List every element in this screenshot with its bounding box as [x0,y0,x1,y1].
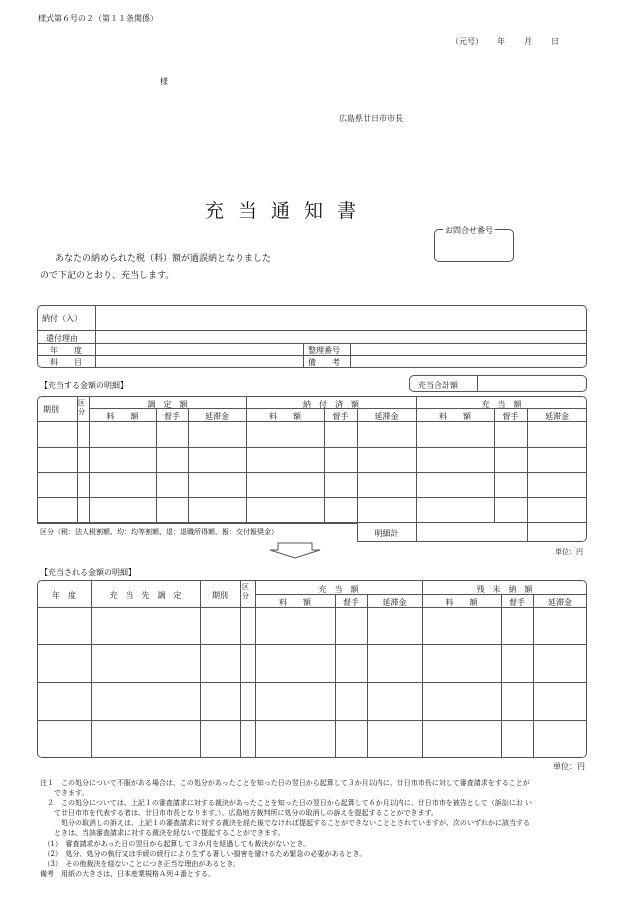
s1-col-line [527,408,528,542]
note-line: ときは、当該審査請求に対する裁決を経ないで提起することができます。 [40,829,285,837]
s2-col-line [200,580,201,758]
s1-division-header: 区分 [78,399,85,416]
s1-col-line [357,408,358,542]
note-line: （2） 処分、処分の執行又は手続の続行により生ずる著しい損害を避けるため緊急の必要があるとき。 [40,850,367,858]
ref-divider-left [303,343,304,368]
s2-col-line [240,580,241,758]
date-year: 年 [497,37,505,46]
note-line: 備考 用紙の大きさは、日本産業規格Ａ列４番とする。 [40,870,215,878]
s2-group-applied: 充 当 額 [318,585,359,594]
payer-table-divider [95,305,96,368]
remarks-label: 備 考 [308,358,340,367]
s2-col-line [533,594,534,758]
s1-period-header: 期別 [43,405,59,414]
s1-col-line [494,408,495,522]
s1-row-line [37,472,587,473]
detail-total-label: 明細計 [374,529,399,538]
form-number: 様式第６号の２（第１１条関係） [38,14,158,23]
reason-row-line [37,343,587,344]
total-label: 充当合計額 [418,381,458,390]
intro-line2: ので下記のとおり、充当します。 [40,271,175,281]
intro-line1: あなたの納められた税（料）額が過誤納となりました [55,254,272,264]
total-box-divider [477,375,478,392]
note-line: （1） 審査請求があった日の翌日から起算して３か月を経過しても裁決がないとき。 [40,840,311,848]
issuer: 広島県廿日市市長 [339,114,403,123]
s2-col-line [367,594,368,758]
s2-year-header: 年 度 [52,591,76,600]
s2-col-line [501,594,502,758]
item-label: 科 目 [50,358,82,367]
s1-row-line [37,497,587,498]
s1-group-assessed: 調 定 額 [147,400,188,409]
s1-unit: 単位：円 [555,548,583,556]
s2-target-header: 充 当 先 調 定 [109,591,182,600]
division-note: 区分（税：法人税割額、均：均等割額、退：退職所得額、報：交付報奨金） [40,528,278,536]
s1-col-line [188,408,189,522]
page-title: 充当通知書 [205,200,371,222]
addressee-suffix: 様 [160,77,168,86]
s1-applied-amount: 料 額 [439,412,471,421]
s1-applied-late: 延滞金 [545,412,569,421]
s1-row-line [37,447,587,448]
s2-row-line [37,682,587,683]
s2-row-line [37,720,587,721]
note-line: ２ この処分については、上記１の審査請求に対する裁決があったことを知った日の翌日から起算して６か月以内に、廿日市市を被告として（訴訟にお い [40,799,533,807]
s2-remaining-demand: 督手 [509,598,525,607]
refund-reason-label: 還付理由 [46,334,78,343]
date-day: 日 [551,37,559,46]
s1-group-applied: 充 当 額 [481,400,522,409]
s2-remaining-amount: 料 額 [445,598,478,607]
payer-row-line [37,330,587,331]
date-month: 月 [524,37,532,46]
s2-period-header: 期別 [212,591,228,600]
s1-paid-late: 延滞金 [374,412,399,421]
s2-applied-amount: 料 額 [279,598,311,607]
note-line: できます。 [40,789,89,797]
date-era: （元号） [451,37,483,46]
note-line: 処分の取消しの訴えは、上記１の審査請求に対する裁決を経た後でなければ提起することができないこととされていますが、次のいずれかに該当する [40,819,530,827]
s1-assessed-demand: 督手 [164,412,180,421]
inquiry-label: お問合せ番号 [445,226,493,235]
s2-group-remaining: 残 未 納 額 [476,585,533,594]
s2-applied-demand: 督手 [343,598,359,607]
s2-unit: 単位：円 [553,762,585,771]
section1-heading: 【充当する金額の明細】 [40,381,128,390]
reference-no-label: 整理番号 [308,346,340,355]
s1-applied-demand: 督手 [502,412,519,421]
down-arrow-icon [268,542,322,559]
s2-remaining-late: 延滞金 [548,598,572,607]
s1-assessed-amount: 料 額 [106,412,139,421]
ref-divider-right [350,343,351,368]
note-line: （3） その他裁決を経ないことにつき正当な理由があるとき。 [40,860,241,868]
s1-group-paid: 納 付 済 額 [303,400,359,409]
fiscal-year-label: 年 度 [50,346,82,355]
note-line: 注１ この処分について不服がある場合は、この処分があったことを知った日の翌日から起算して３か月以内に、廿日市市長に対して審査請求をすることが [40,779,530,787]
s1-col-line [324,408,325,522]
s2-applied-late: 延滞金 [382,598,407,607]
s2-col-line [335,594,336,758]
s1-paid-demand: 督手 [332,412,349,421]
note-line: て廿日市市を代表する者は、廿日市市長となります。）、広島地方裁判所に処分の取消しの訴えを提起することができます。 [40,809,438,817]
s1-col-line [156,408,157,522]
s2-division-header: 区分 [242,583,249,600]
payer-label: 納付（入） [42,314,82,323]
s2-row-line [37,644,587,645]
s1-assessed-late: 延滞金 [205,412,229,421]
s1-paid-amount: 料 額 [269,412,301,421]
s2-col-line [91,580,92,758]
section2-heading: 【充当される金額の明細】 [40,568,136,577]
